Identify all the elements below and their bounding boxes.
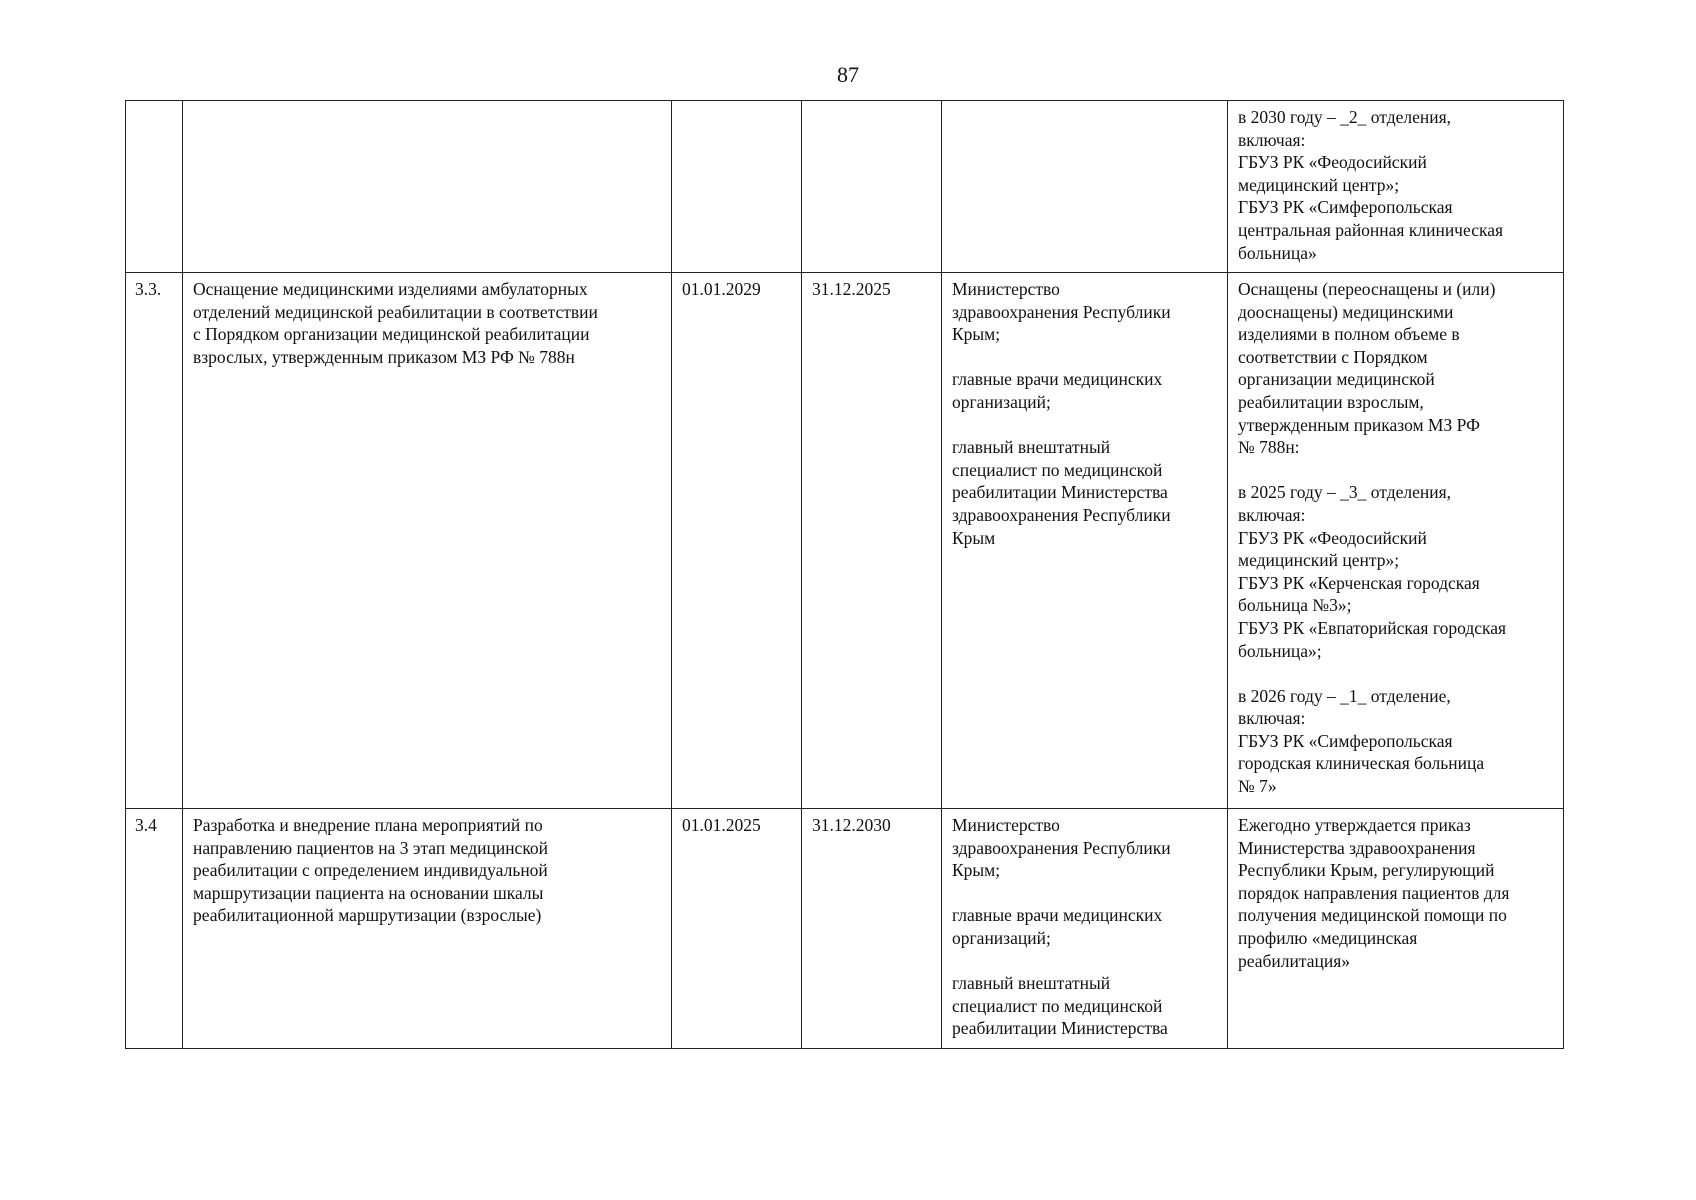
end-date: 31.12.2025 bbox=[802, 273, 942, 809]
expected-result: Оснащены (переоснащены и (или) дооснащены) медицинскими изделиями в полном объеме в соответствии с Порядком организации медицинской реабилитации взрослым, утвержденным приказом МЗ РФ № 788н: в 2025 году – _3_ отделения, включая: ГБУЗ РК «Феодосийский медицинский центр»; ГБУЗ РК «Керченская городская больница №3»; ГБУЗ РК «Евпаторийская городская больница»; в 2026 году – _1_ отделение, включая: ГБУЗ РК «Симферопольская городская клиническая больница № 7» bbox=[1228, 273, 1564, 809]
row-number: 3.4 bbox=[126, 809, 183, 1049]
table-row bbox=[126, 101, 1564, 273]
start-date: 01.01.2029 bbox=[672, 273, 802, 809]
table-row bbox=[126, 273, 1564, 809]
expected-result: в 2030 году – _2_ отделения, включая: ГБУЗ РК «Феодосийский медицинский центр»; ГБУЗ РК «Симферопольская центральная районная клиническая больница» bbox=[1228, 101, 1564, 273]
activity-name: Разработка и внедрение плана мероприятий по направлению пациентов на 3 этап медицинской реабилитации с определением индивидуальной маршрутизации пациента на основании шкалы реабилитационной маршрутизации (взрослые) bbox=[183, 809, 672, 1049]
start-date bbox=[672, 101, 802, 273]
row-number bbox=[126, 101, 183, 273]
activity-plan-table bbox=[125, 100, 1564, 1049]
table-row bbox=[126, 809, 1564, 1049]
row-number: 3.3. bbox=[126, 273, 183, 809]
end-date: 31.12.2030 bbox=[802, 809, 942, 1049]
responsible-parties bbox=[942, 101, 1228, 273]
page-number: 87 bbox=[837, 62, 859, 87]
responsible-parties: Министерство здравоохранения Республики Крым; главные врачи медицинских организаций; главный внештатный специалист по медицинской реабилитации Министерства здравоохранения Республики Крым bbox=[942, 273, 1228, 809]
expected-result: Ежегодно утверждается приказ Министерства здравоохранения Республики Крым, регулирующий порядок направления пациентов для получения медицинской помощи по профилю «медицинская реабилитация» bbox=[1228, 809, 1564, 1049]
end-date bbox=[802, 101, 942, 273]
activity-name bbox=[183, 101, 672, 273]
activity-name: Оснащение медицинскими изделиями амбулаторных отделений медицинской реабилитации в соответствии с Порядком организации медицинской реабилитации взрослых, утвержденным приказом МЗ РФ № 788н bbox=[183, 273, 672, 809]
start-date: 01.01.2025 bbox=[672, 809, 802, 1049]
responsible-parties: Министерство здравоохранения Республики Крым; главные врачи медицинских организаций; главный внештатный специалист по медицинской реабилитации Министерства bbox=[942, 809, 1228, 1049]
